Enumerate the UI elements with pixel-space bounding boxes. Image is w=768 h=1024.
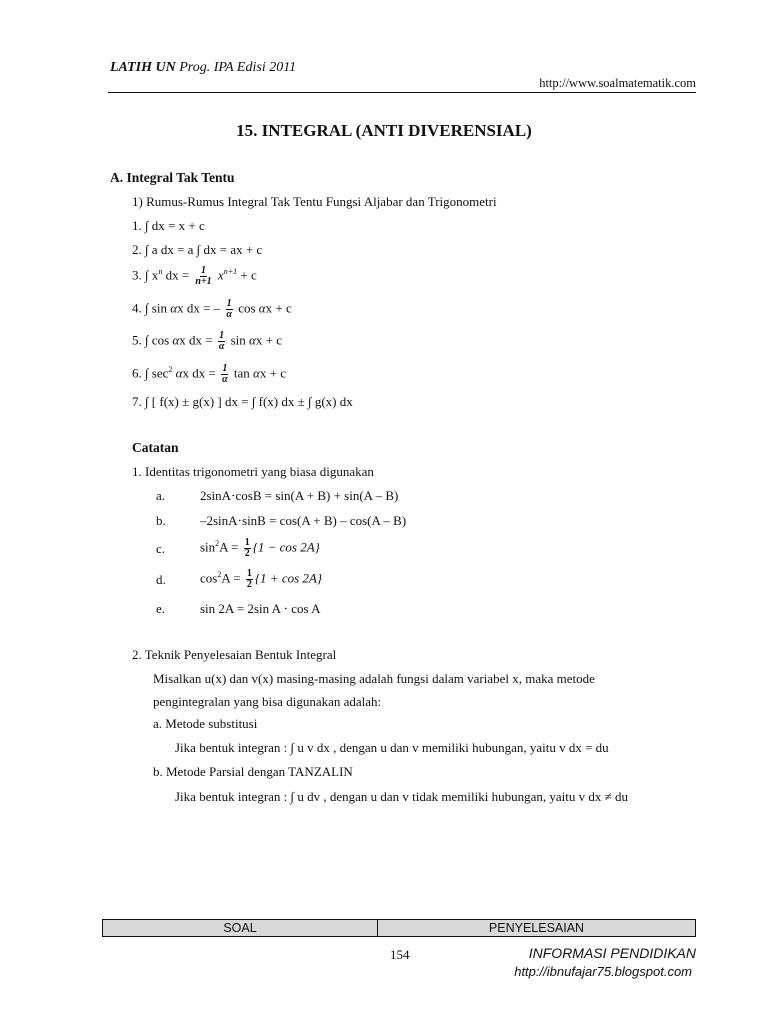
table-header-penyelesaian: PENYELESAIAN [488, 921, 585, 935]
identity-d: $\cos^2A$ = $\frac{1}{2}$ {1 + cos 2A} [200, 568, 323, 590]
footer-info: INFORMASI PENDIDIKAN [528, 945, 696, 961]
identity-a: 2sinA⋅cosB = sin(A + B) + sin(A – B) [200, 488, 399, 503]
method-b-text: Jika bentuk integran : ∫ u dv , dengan u dan v tidak memiliki hubungan, yaitu v dx ≠ du [175, 789, 628, 804]
header-title: LATIH UN Prog. IPA Edisi 2011 [110, 60, 297, 75]
footer-url[interactable]: http://ibnufajar75.blogspot.com [514, 964, 692, 979]
notes-item-2: 2. Teknik Penyelesaian Bentuk Integral [132, 647, 337, 662]
section-heading: A. Integral Tak Tentu [110, 170, 235, 185]
formula-6: 6. ∫ $\sec^2 \alpha x$ dx = $\frac{1}{\alpha}$ tan αx + c [132, 363, 286, 385]
formula-3: 3. ∫ $x^n$ dx = $\frac{1}{n+1}$ $x^{n+1} + c$ [132, 265, 257, 287]
identity-a-label: a. [156, 488, 166, 503]
formula-2: 2. ∫ a dx = a ∫ dx = ax + c [132, 242, 263, 257]
method-a-heading: a. Metode substitusi [153, 716, 258, 731]
answer-table-header [102, 919, 696, 937]
formula-5: 5. ∫ cos αx dx = $\frac{1}{\alpha}$ sin αx + c [132, 330, 282, 352]
identity-e: sin 2A = 2sin A ⋅ cos A [200, 601, 321, 616]
table-header-soal: SOAL [103, 920, 378, 936]
notes-item-2-para2: pengintegralan yang bisa digunakan adalah: [153, 694, 382, 709]
header-url[interactable]: http://www.soalmatematik.com [539, 76, 696, 90]
header-divider [108, 92, 696, 93]
notes-item-2-para1: Misalkan u(x) dan v(x) masing-masing adalah fungsi dalam variabel x, maka metode [153, 671, 595, 686]
formula-4: 4. ∫ sin αx dx = – $\frac{1}{\alpha}$ cos αx + c [132, 298, 292, 320]
method-a-text: Jika bentuk integran : ∫ u v dx , dengan u dan v memiliki hubungan, yaitu v dx = du [175, 740, 609, 755]
notes-item-1: 1. Identitas trigonometri yang biasa digunakan [132, 464, 374, 479]
section-intro: 1) Rumus-Rumus Integral Tak Tentu Fungsi Aljabar dan Trigonometri [132, 194, 497, 209]
formula-1: 1. ∫ dx = x + c [132, 218, 205, 233]
notes-heading: Catatan [132, 440, 179, 455]
identity-c-label: c. [156, 541, 166, 556]
identity-e-label: e. [156, 601, 166, 616]
identity-d-label: d. [156, 572, 166, 587]
page-title: 15. INTEGRAL (ANTI DIVERENSIAL) [236, 121, 532, 140]
method-b-heading: b. Metode Parsial dengan TANZALIN [153, 764, 353, 779]
identity-b: –2sinA⋅sinB = cos(A + B) – cos(A – B) [200, 513, 407, 528]
formula-7: 7. ∫ [ f(x) ± g(x) ] dx = ∫ f(x) dx ± ∫ g(x) dx [132, 394, 353, 409]
identity-b-label: b. [156, 513, 166, 528]
identity-c: $\sin^2A$ = $\frac{1}{2}$ {1 − cos 2A} [200, 537, 320, 559]
page-number: 154 [390, 947, 410, 962]
